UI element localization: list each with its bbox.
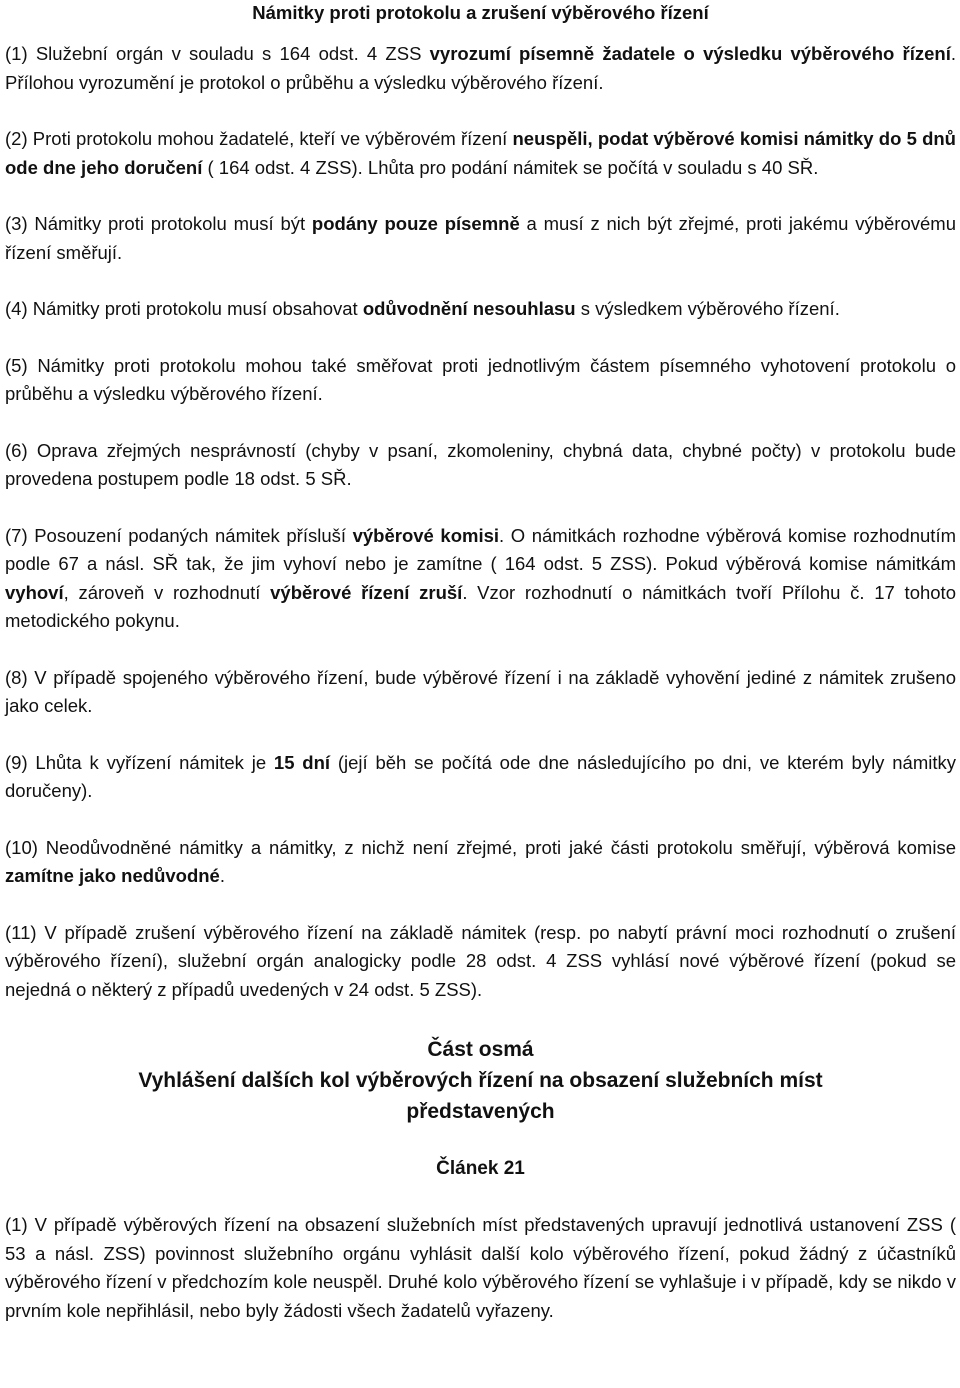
- text: . Vzor rozhodnutí o námitkách tvoří Přílohu č. 17 tohoto metodického pokynu.: [5, 581, 956, 631]
- text-bold: výběrové řízení zruší: [270, 581, 463, 603]
- text-bold: výběrové komisi: [352, 524, 500, 546]
- text: (1) Služební orgán v souladu s 164 odst. 4 ZSS: [5, 43, 430, 64]
- part-title-line-1: Vyhlášení dalších kol výběrových řízení na obsazení služebních míst: [138, 1069, 823, 1092]
- paragraph-2: [5, 125, 956, 182]
- text: .: [219, 865, 225, 886]
- paragraph-4: [5, 295, 956, 324]
- paragraph-5: (5) Námitky proti protokolu mohou také směřovat proti jednotlivým částem písemného vyhotovení protokolu o průběhu a výsledku výběrového řízení.: [5, 354, 956, 404]
- text: (její běh se počítá ode dne následujícího po dni, ve kterém byly námitky doručeny).: [5, 751, 956, 801]
- section-title: Námitky proti protokolu a zrušení výběrového řízení: [252, 2, 709, 23]
- text-bold: zamítne jako nedůvodné: [5, 865, 220, 886]
- text-bold: vyrozumí písemně žadatele o výsledku výběrového řízení: [429, 43, 951, 64]
- article-heading: Článek 21: [436, 1158, 525, 1179]
- article-21-paragraph-1: (1) V případě výběrových řízení na obsazení služebních míst představených upravují jednotlivá ustanovení ZSS ( 53 a násl. ZSS) povinnost služebního orgánu vyhlásit další kolo výběrového řízení, pokud žádný z účastníků výběrového řízení v předchozím kole neuspěl. Druhé kolo výběrového řízení se vyhlašuje i v případě, kdy se nikdo v prvním kole nepřihlásil, nebo byly žádosti všech žadatelů vyřazeny.: [5, 1214, 956, 1321]
- text-bold: odůvodnění nesouhlasu: [362, 298, 576, 319]
- text: . Přílohou vyrozumění je protokol o průběhu a výsledku výběrového řízení.: [5, 43, 956, 93]
- paragraph-10: [5, 834, 956, 891]
- text: (7) Posouzení podaných námitek přísluší: [5, 524, 353, 546]
- part-label: Část osmá: [427, 1038, 534, 1061]
- paragraph-11: (11) V případě zrušení výběrového řízení na základě námitek (resp. po nabytí právní moci rozhodnutí o zrušení výběrového řízení), služební orgán analogicky podle 28 odst. 4 ZSS vyhlásí nové výběrové řízení (pokud se nejedná o některý z případů uvedených v 24 odst. 5 ZSS).: [5, 921, 956, 1000]
- text: (9) Lhůta k vyřízení námitek je: [5, 751, 274, 773]
- part-title-line-2: představených: [406, 1100, 555, 1123]
- paragraph-8: (8) V případě spojeného výběrového řízení, bude výběrové řízení i na základě vyhovění jediné z námitek zrušeno jako celek.: [5, 666, 956, 716]
- paragraph-3: [5, 210, 956, 267]
- text: (10) Neodůvodněné námitky a námitky, z nichž není zřejmé, proti jaké části protokolu směřují, výběrová komise: [5, 836, 956, 858]
- text-bold: neuspěli, podat výběrové komisi námitky do 5 dnů ode dne jeho doručení: [5, 128, 956, 178]
- text: ( 164 odst. 4 ZSS). Lhůta pro podání námitek se počítá v souladu s 40 SŘ.: [202, 156, 819, 178]
- text-bold: 15 dní: [273, 751, 331, 773]
- text: a musí z nich být zřejmé, proti jakému výběrovému řízení směřují.: [5, 213, 956, 263]
- text-bold: vyhoví: [5, 581, 64, 603]
- paragraph-9: [5, 749, 956, 806]
- text: s výsledkem výběrového řízení.: [575, 298, 840, 319]
- paragraph-6: (6) Oprava zřejmých nesprávností (chyby v psaní, zkomoleniny, chybná data, chybné počty) v protokolu bude provedena postupem podle 18 odst. 5 SŘ.: [5, 439, 956, 489]
- paragraph-7: [5, 522, 956, 636]
- text: , zároveň v rozhodnutí: [63, 581, 271, 603]
- paragraph-1: [5, 40, 956, 97]
- text: (2) Proti protokolu mohou žadatelé, kteří ve výběrovém řízení: [5, 128, 513, 149]
- text: (3) Námitky proti protokolu musí být: [5, 213, 312, 234]
- text: . O námitkách rozhodne výběrová komise rozhodnutím podle 67 a násl. SŘ tak, že jim vyhoví nebo je zamítne ( 164 odst. 5 ZSS). Pokud výběrová komise námitkám: [5, 524, 956, 574]
- text-bold: podány pouze písemně: [311, 213, 520, 234]
- text: (4) Námitky proti protokolu musí obsahovat: [5, 298, 363, 319]
